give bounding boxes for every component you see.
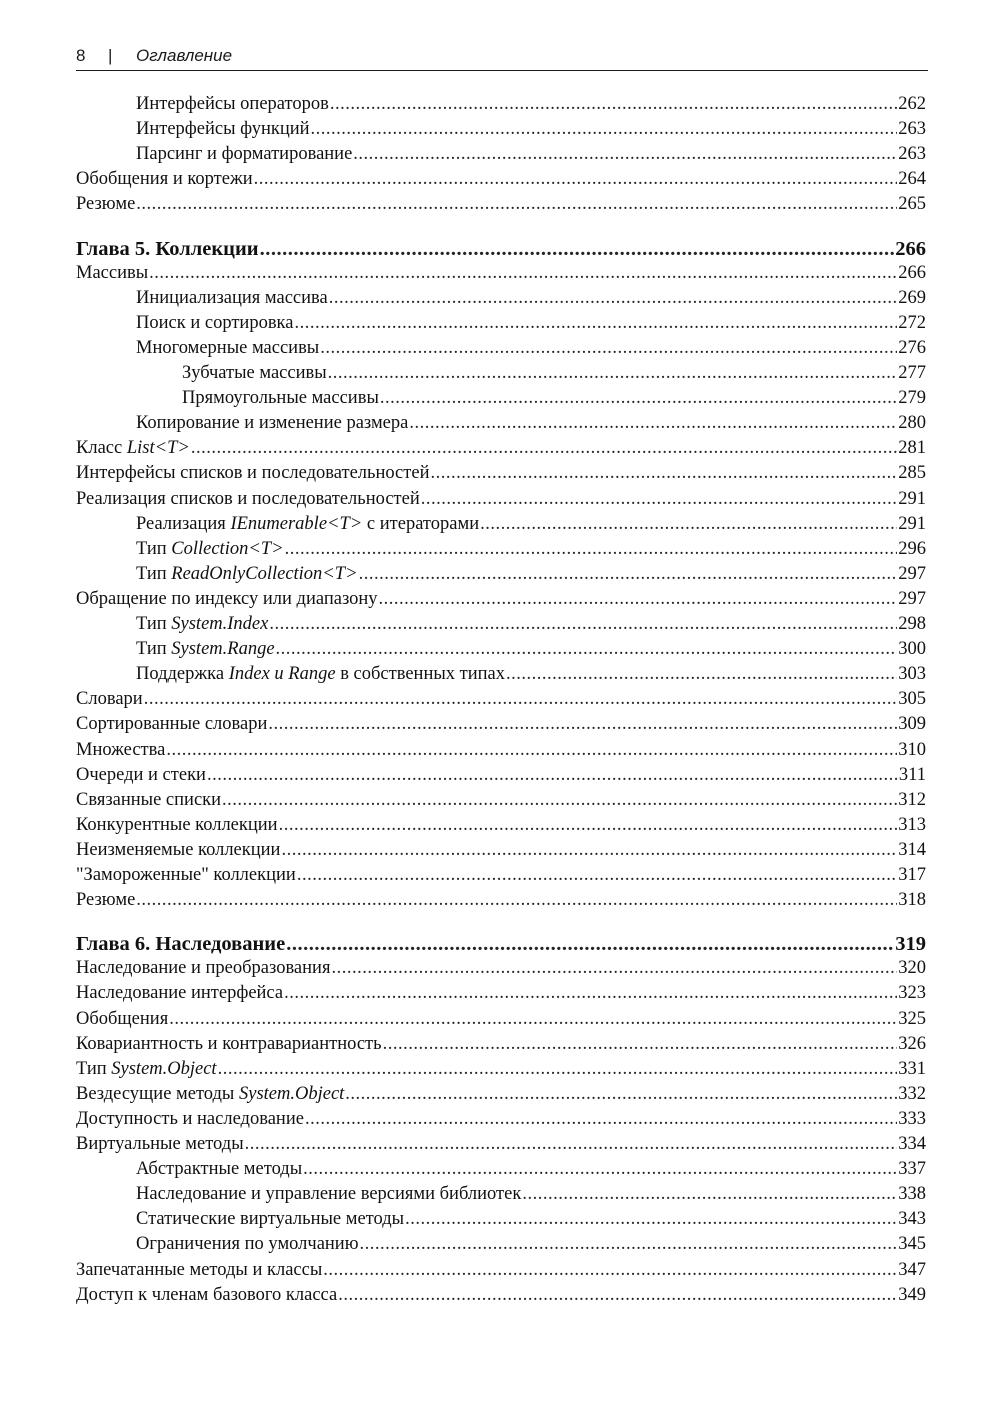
toc-page-number: 280 bbox=[898, 413, 926, 434]
toc-entry-title-part: "Замороженные" коллекции bbox=[76, 865, 296, 885]
toc-entry bbox=[76, 1184, 926, 1209]
toc-entry-title-part: Реализация списков и последовательностей bbox=[76, 488, 420, 509]
toc-page-number: 309 bbox=[898, 714, 926, 735]
toc-page-number: 319 bbox=[895, 933, 926, 956]
toc-entry-title bbox=[76, 589, 378, 610]
toc-entry-title-part: Статические виртуальные методы bbox=[136, 1209, 405, 1230]
toc-entry-title bbox=[136, 1209, 404, 1230]
dot-leader bbox=[405, 1209, 897, 1230]
toc-entry bbox=[76, 1009, 926, 1034]
toc-entry-title bbox=[76, 194, 135, 215]
toc-entry bbox=[76, 714, 926, 739]
toc-entry-title-part: Index и Range bbox=[228, 664, 336, 685]
dot-leader bbox=[506, 664, 897, 685]
toc-entry bbox=[76, 740, 926, 765]
toc-entry-title-part: Реализация bbox=[136, 513, 231, 534]
dot-leader bbox=[409, 413, 897, 434]
toc-entry-title-part: Зубчатые массивы bbox=[182, 363, 327, 383]
toc-entry-title-part: Запечатанные методы и классы bbox=[76, 1259, 323, 1280]
toc-entry-title-part: Тип bbox=[136, 563, 172, 584]
toc-entry-title bbox=[76, 1285, 337, 1306]
toc-entry-title bbox=[136, 639, 275, 660]
toc-entry bbox=[76, 413, 926, 438]
toc-entry-title bbox=[76, 1109, 304, 1130]
toc-entry-title bbox=[76, 689, 143, 710]
toc-entry-title bbox=[76, 438, 190, 459]
toc-page-number: 345 bbox=[898, 1234, 926, 1255]
toc-entry-title-part: с итераторами bbox=[362, 513, 480, 534]
toc-page-number: 269 bbox=[898, 287, 926, 308]
toc-page-number: 332 bbox=[898, 1083, 926, 1104]
dot-leader bbox=[144, 689, 898, 710]
toc-entry-title-part: Наследование и преобразования bbox=[76, 958, 331, 979]
toc-entry-title bbox=[136, 614, 268, 635]
toc-entry-title bbox=[136, 1234, 359, 1255]
toc-entry-title-part: Связанные списки bbox=[76, 789, 222, 810]
toc-entry-title bbox=[136, 313, 293, 334]
toc-entry bbox=[76, 288, 926, 313]
dot-leader bbox=[330, 94, 897, 115]
toc-entry-title-part: Многомерные массивы bbox=[136, 337, 320, 358]
toc-entry bbox=[76, 865, 926, 890]
toc-entry bbox=[76, 1084, 926, 1109]
toc-entry-title-part: Глава 5. Коллекции bbox=[76, 237, 259, 260]
dot-leader bbox=[329, 288, 898, 309]
dot-leader bbox=[338, 1285, 897, 1306]
toc-entry-title-part: Инициализация массива bbox=[136, 287, 328, 308]
dot-leader bbox=[421, 489, 898, 510]
toc-entry-title-part: Поиск и сортировка bbox=[136, 312, 294, 333]
toc-entry bbox=[76, 169, 926, 194]
running-header bbox=[76, 44, 928, 71]
toc-entry-title-part: Поддержка bbox=[136, 664, 229, 685]
dot-leader bbox=[331, 958, 897, 979]
toc-entry-title bbox=[136, 564, 358, 585]
toc-entry-title-part: Конкурентные коллекции bbox=[76, 814, 278, 835]
dot-leader bbox=[254, 169, 898, 190]
toc-entry-title-part: ReadOnlyCollection<T> bbox=[171, 563, 358, 584]
toc-entry-title-part: Неизменяемые коллекции bbox=[76, 839, 281, 860]
dot-leader bbox=[191, 438, 897, 459]
toc-entry bbox=[76, 958, 926, 983]
toc-page-number: 349 bbox=[898, 1284, 926, 1305]
toc-entry-title bbox=[76, 1260, 322, 1281]
dot-leader bbox=[383, 1034, 898, 1055]
toc-entry-title-part: System.Index bbox=[171, 614, 269, 634]
toc-entry bbox=[76, 363, 926, 388]
toc-entry-title-part: Прямоугольные массивы bbox=[182, 388, 379, 409]
toc-entry-title-part: Обобщения bbox=[76, 1008, 169, 1029]
dot-leader bbox=[284, 983, 897, 1004]
toc-entry-title bbox=[182, 363, 327, 384]
dot-leader bbox=[522, 1184, 897, 1205]
toc-entry-title bbox=[76, 1059, 217, 1080]
toc-chapter-entry bbox=[76, 238, 926, 263]
toc-entry-title bbox=[136, 94, 329, 115]
dot-leader bbox=[222, 790, 897, 811]
toc-entry bbox=[76, 388, 926, 413]
toc-entry-title-part: Резюме bbox=[76, 890, 136, 911]
toc-entry bbox=[76, 564, 926, 589]
toc-page-number: 312 bbox=[898, 789, 926, 810]
toc-entry-title-part: Ковариантность и контравариантность bbox=[76, 1033, 382, 1054]
toc-entry bbox=[76, 840, 926, 865]
header-separator: | bbox=[108, 46, 113, 65]
dot-leader bbox=[480, 514, 897, 535]
dot-leader bbox=[311, 119, 898, 140]
toc-entry bbox=[76, 144, 926, 169]
toc-entry bbox=[76, 1134, 926, 1159]
toc-entry-title bbox=[136, 514, 479, 535]
toc-entry-title-part: List<T> bbox=[126, 438, 190, 459]
toc-entry-title bbox=[76, 890, 135, 911]
toc-entry-title-part: Резюме bbox=[76, 194, 136, 215]
dot-leader bbox=[305, 1109, 897, 1130]
toc-page-number: 281 bbox=[898, 438, 926, 459]
toc-entry-title-part: Парсинг и форматирование bbox=[136, 144, 353, 165]
toc-entry-title-part: Ограничения по умолчанию bbox=[136, 1234, 359, 1255]
toc-entry-title bbox=[76, 740, 165, 761]
toc-entry-title-part: Очереди и стеки bbox=[76, 764, 206, 785]
dot-leader bbox=[281, 840, 897, 861]
toc-entry-title-part: Тип bbox=[76, 1058, 112, 1079]
dot-leader bbox=[380, 388, 897, 409]
toc-entry bbox=[76, 489, 926, 514]
toc-page-number: 320 bbox=[898, 958, 926, 979]
toc-entry bbox=[76, 1034, 926, 1059]
dot-leader bbox=[269, 614, 897, 635]
toc-entry bbox=[76, 983, 926, 1008]
toc-entry-title bbox=[136, 539, 284, 560]
toc-page-number: 318 bbox=[898, 890, 926, 911]
toc-entry bbox=[76, 1109, 926, 1134]
dot-leader bbox=[286, 933, 894, 956]
toc-entry bbox=[76, 514, 926, 539]
toc-page-number: 313 bbox=[898, 814, 926, 835]
toc-entry bbox=[76, 890, 926, 915]
toc-entry-title-part: Копирование и изменение размера bbox=[136, 413, 409, 434]
toc-entry-title-part: Тип bbox=[136, 639, 172, 660]
toc-entry-title-part: Тип bbox=[136, 538, 172, 559]
toc-entry bbox=[76, 765, 926, 790]
toc-entry bbox=[76, 263, 926, 288]
dot-leader bbox=[430, 463, 897, 484]
toc-page-number: 325 bbox=[898, 1008, 926, 1029]
toc-entry-title bbox=[76, 489, 420, 510]
toc-page-number: 323 bbox=[898, 983, 926, 1004]
toc-page-number: 285 bbox=[898, 463, 926, 484]
toc-entry-title-part: Тип bbox=[136, 614, 172, 634]
toc-entry bbox=[76, 614, 926, 639]
toc-page-number: 279 bbox=[898, 388, 926, 409]
toc-entry-title bbox=[76, 865, 296, 886]
dot-leader bbox=[285, 539, 898, 560]
dot-leader bbox=[276, 639, 898, 660]
toc-entry-title-part: Массивы bbox=[76, 262, 149, 283]
toc-entry-title bbox=[76, 815, 278, 836]
toc-page-number: 337 bbox=[898, 1159, 926, 1180]
toc-entry-title-part: Наследование и управление версиями библиотек bbox=[136, 1184, 522, 1205]
dot-leader bbox=[166, 740, 897, 761]
toc-entry-title bbox=[76, 714, 267, 735]
toc-entry bbox=[76, 338, 926, 363]
toc-entry bbox=[76, 94, 926, 119]
toc-entry-title-part: System.Object bbox=[111, 1058, 217, 1079]
dot-leader bbox=[207, 765, 898, 786]
toc-page-number: 331 bbox=[898, 1058, 926, 1079]
toc-entry-title-part: Глава 6. Наследование bbox=[76, 933, 286, 956]
dot-leader bbox=[268, 714, 897, 735]
toc-page-number: 277 bbox=[898, 363, 926, 383]
toc-entry-title-part: Множества bbox=[76, 739, 166, 760]
toc-entry-title-part: IEnumerable<T> bbox=[230, 513, 363, 534]
toc-entry-title bbox=[76, 238, 259, 261]
toc-entry-title-part: Интерфейсы операторов bbox=[136, 94, 329, 114]
toc-entry-title-part: Интерфейсы функций bbox=[136, 119, 310, 140]
toc-entry-title-part: Обобщения и кортежи bbox=[76, 169, 253, 190]
toc-entry-title bbox=[76, 983, 283, 1004]
toc-page-number: 264 bbox=[898, 169, 926, 190]
toc-page-number: 291 bbox=[898, 513, 926, 534]
dot-leader bbox=[328, 363, 898, 384]
toc-page-number: 266 bbox=[898, 262, 926, 283]
toc-entry-title bbox=[76, 933, 285, 956]
toc-entry-title bbox=[76, 1134, 244, 1155]
toc-entry-title-part: Виртуальные методы bbox=[76, 1134, 244, 1154]
dot-leader bbox=[169, 1009, 897, 1030]
toc-entry bbox=[76, 463, 926, 488]
dot-leader bbox=[359, 564, 898, 585]
dot-leader bbox=[297, 865, 897, 886]
toc-entry-title-part: Вездесущие методы bbox=[76, 1083, 239, 1104]
toc-entry-title-part: Наследование интерфейса bbox=[76, 983, 284, 1004]
toc-entry-title-part: Доступность и наследование bbox=[76, 1108, 304, 1129]
toc-entry-title bbox=[76, 1009, 168, 1030]
toc-page-number: 291 bbox=[898, 488, 926, 509]
toc-entry-title bbox=[182, 388, 379, 409]
toc-page-number: 333 bbox=[898, 1108, 926, 1129]
toc-entry-title bbox=[76, 958, 330, 979]
toc-page-number: 262 bbox=[898, 94, 926, 114]
toc-entry-title-part: Интерфейсы списков и последовательностей bbox=[76, 463, 430, 484]
dot-leader bbox=[136, 194, 897, 215]
dot-leader bbox=[260, 238, 895, 261]
toc-entry bbox=[76, 1159, 926, 1184]
toc-page-number: 266 bbox=[895, 237, 926, 260]
toc-entry bbox=[76, 790, 926, 815]
toc-entry bbox=[76, 539, 926, 564]
toc-entry bbox=[76, 119, 926, 144]
toc-page-number: 265 bbox=[898, 194, 926, 215]
dot-leader bbox=[245, 1134, 898, 1155]
toc-entry-title-part: Collection<T> bbox=[171, 538, 284, 559]
toc-entry-title bbox=[136, 1159, 302, 1180]
toc-entry-title bbox=[76, 1084, 344, 1105]
dot-leader bbox=[149, 263, 897, 284]
toc-entry-title bbox=[136, 664, 505, 685]
toc-entry bbox=[76, 313, 926, 338]
toc-entry-title-part: System.Object bbox=[238, 1083, 345, 1104]
toc-entry-title bbox=[136, 413, 408, 434]
toc-entry-title-part: Доступ к членам базового класса bbox=[76, 1284, 338, 1305]
toc-entry-title bbox=[76, 263, 148, 284]
toc-page-number: 263 bbox=[898, 119, 926, 140]
toc-entry bbox=[76, 438, 926, 463]
toc-page-number: 347 bbox=[898, 1259, 926, 1280]
toc-entry-title-part: Абстрактные методы bbox=[136, 1159, 303, 1180]
toc-entry bbox=[76, 589, 926, 614]
toc-page-number: 297 bbox=[898, 563, 926, 584]
toc-entry-title bbox=[136, 1184, 521, 1205]
dot-leader bbox=[353, 144, 897, 165]
toc-page-number: 296 bbox=[898, 538, 926, 559]
toc-entry-title bbox=[136, 288, 328, 309]
toc-entry-title bbox=[136, 338, 319, 359]
toc-entry-title bbox=[76, 790, 221, 811]
toc-page-number: 305 bbox=[898, 689, 926, 710]
toc-entry bbox=[76, 639, 926, 664]
dot-leader bbox=[218, 1059, 898, 1080]
toc-entry-title bbox=[76, 840, 280, 861]
toc-entry-title bbox=[136, 144, 352, 165]
toc-page-number: 297 bbox=[898, 588, 926, 609]
dot-leader bbox=[360, 1234, 898, 1255]
page-number: 8 bbox=[76, 46, 86, 65]
toc-page-number: 338 bbox=[898, 1184, 926, 1205]
dot-leader bbox=[320, 338, 897, 359]
dot-leader bbox=[323, 1260, 897, 1281]
toc-entry-title-part: System.Range bbox=[171, 639, 275, 660]
header-section-title: Оглавление bbox=[136, 46, 233, 65]
toc-entry bbox=[76, 194, 926, 219]
toc-page-number: 334 bbox=[898, 1134, 926, 1154]
toc-page-number: 317 bbox=[898, 865, 926, 885]
toc-chapter-entry bbox=[76, 933, 926, 958]
toc-entry bbox=[76, 1209, 926, 1234]
toc-entry bbox=[76, 815, 926, 840]
toc-page-number: 276 bbox=[898, 337, 926, 358]
toc-entry bbox=[76, 1234, 926, 1259]
toc-page-number: 272 bbox=[898, 312, 926, 333]
toc-entry-title bbox=[76, 1034, 382, 1055]
dot-leader bbox=[379, 589, 898, 610]
toc-entry-title-part: Сортированные словари bbox=[76, 714, 268, 735]
toc-page-number: 310 bbox=[898, 739, 926, 760]
toc-entry bbox=[76, 1059, 926, 1084]
toc-page-number: 263 bbox=[898, 144, 926, 165]
toc-entry bbox=[76, 1285, 926, 1310]
toc-entry-title-part: Словари bbox=[76, 689, 143, 710]
toc-page-number: 300 bbox=[898, 639, 926, 660]
dot-leader bbox=[294, 313, 897, 334]
toc-entry-title-part: в собственных типах bbox=[335, 664, 506, 685]
toc-page-number: 314 bbox=[898, 839, 926, 860]
toc-entry bbox=[76, 664, 926, 689]
toc-entry-title bbox=[76, 765, 206, 786]
dot-leader bbox=[345, 1084, 897, 1105]
toc-entry bbox=[76, 689, 926, 714]
toc-page-number: 298 bbox=[898, 614, 926, 634]
toc-page-number: 303 bbox=[898, 664, 926, 685]
toc-entry bbox=[76, 1260, 926, 1285]
toc-entry-title bbox=[136, 119, 310, 140]
toc-entry-title bbox=[76, 463, 429, 484]
dot-leader bbox=[279, 815, 898, 836]
toc-page-number: 343 bbox=[898, 1209, 926, 1230]
toc-entry-title-part: Класс bbox=[76, 438, 127, 459]
toc-page-number: 311 bbox=[898, 764, 926, 785]
toc-entry-title bbox=[76, 169, 253, 190]
toc-page-number: 326 bbox=[898, 1033, 926, 1054]
dot-leader bbox=[136, 890, 897, 911]
dot-leader bbox=[303, 1159, 897, 1180]
toc-entry-title-part: Обращение по индексу или диапазону bbox=[76, 588, 378, 609]
